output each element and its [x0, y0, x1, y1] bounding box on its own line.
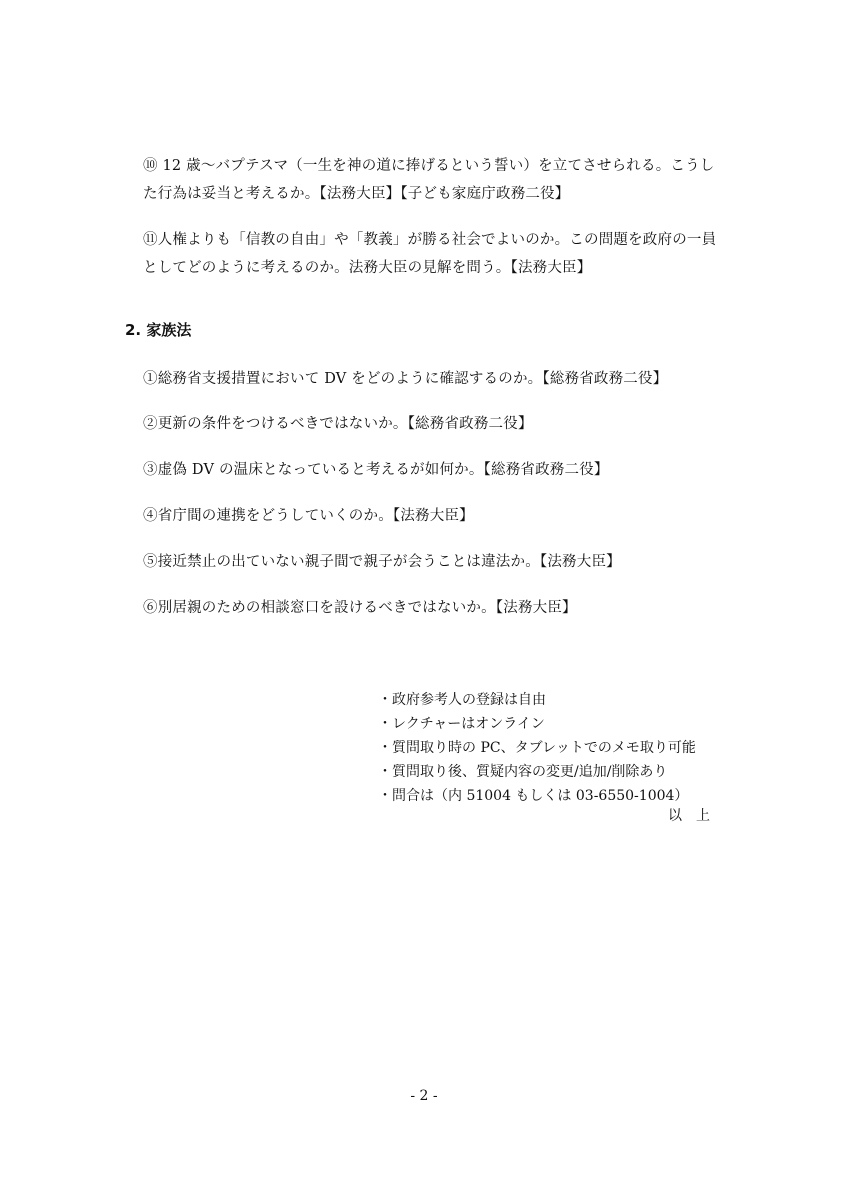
page-number: - 2 - [410, 1088, 438, 1104]
note-item: ・レクチャーはオンライン [378, 716, 545, 732]
note-item: ・問合は（内 51004 もしくは 03-6550-1004） [378, 788, 689, 804]
closing-remark: 以上 [668, 808, 724, 824]
question-11 [143, 226, 717, 282]
family-law-item-2: ②更新の条件をつけるべきではないか。【総務省政務二役】 [143, 416, 533, 432]
question-10-line-1: ⑩ 12 歳〜バプテスマ（一生を神の道に捧げるという誓い）を立てさせられる。こうし [143, 158, 715, 174]
section-title-family-law: 2. 家族法 [125, 321, 192, 339]
question-10-line-2: た行為は妥当と考えるか。【法務大臣】【子ども家庭庁政務二役】 [143, 186, 570, 202]
notes-list [378, 688, 696, 808]
family-law-item-4: ④省庁間の連携をどうしていくのか。【法務大臣】 [143, 508, 474, 524]
note-item: ・政府参考人の登録は自由 [378, 692, 546, 708]
question-11-line-2: としてどのように考えるのか。法務大臣の見解を問う。【法務大臣】 [143, 260, 592, 276]
family-law-item-1: ①総務省支援措置において DV をどのように確認するのか。【総務省政務二役】 [143, 371, 668, 387]
question-11-line-1: ⑪人権よりも「信教の自由」や「教義」が勝る社会でよいのか。この問題を政府の一員 [143, 232, 717, 248]
family-law-item-5: ⑤接近禁止の出ていない親子間で親子が会うことは違法か。【法務大臣】 [143, 554, 621, 570]
family-law-item-3: ③虚偽 DV の温床となっていると考えるが如何か。【総務省政務二役】 [143, 462, 609, 478]
note-item: ・質問取り時の PC、タブレットでのメモ取り可能 [378, 740, 696, 756]
note-item: ・質問取り後、質疑内容の変更/追加/削除あり [378, 764, 668, 780]
question-10 [143, 152, 713, 208]
family-law-item-6: ⑥別居親のための相談窓口を設けるべきではないか。【法務大臣】 [143, 600, 577, 616]
